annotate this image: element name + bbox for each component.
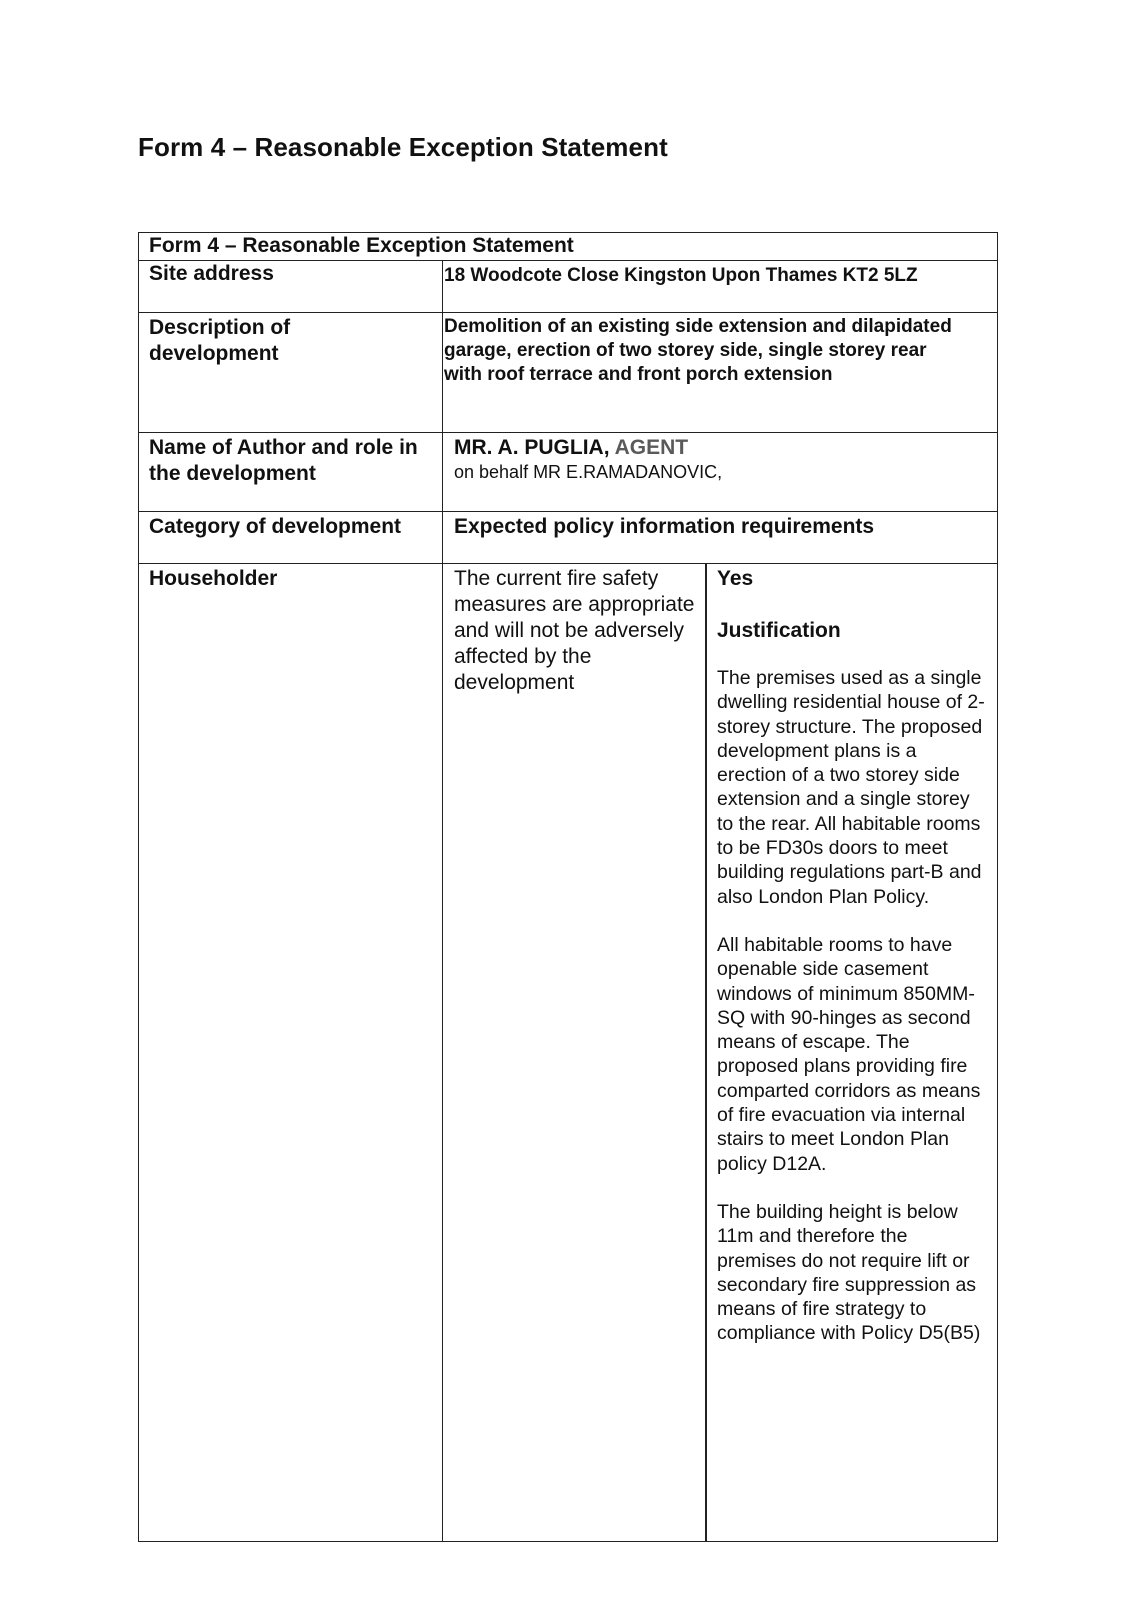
column-divider <box>705 564 707 1541</box>
requirements-label: Expected policy information requirements <box>454 515 875 538</box>
description-value: Demolition of an existing side extension and dilapidated garage, erection of two storey side, single storey rear with roof terrace and front porch extension <box>444 316 952 385</box>
category-header-row <box>139 512 997 564</box>
justification-paragraph: The building height is below 11m and therefore the premises do not require lift or secondary fire suppression as means of fire strategy to compliance with Policy D5(B5) <box>717 1200 981 1345</box>
author-role: AGENT <box>614 436 689 459</box>
site-address-row <box>139 261 997 313</box>
justification-paragraph: The premises used as a single dwelling residential house of 2-storey structure. The proposed development plans is a erection of a two storey side extension and a single storey to the rear. All habitable rooms to be FD30s doors to meet building regulations part-B and also London Plan Policy. <box>717 667 985 908</box>
householder-requirement: The current fire safety measures are appropriate and will not be adversely affected by the development <box>454 567 695 694</box>
table-title-row <box>139 233 997 261</box>
page-title: Form 4 – Reasonable Exception Statement <box>138 132 668 162</box>
description-row <box>139 313 997 433</box>
site-address-label: Site address <box>149 262 274 285</box>
column-divider <box>442 261 443 1541</box>
author-label: Name of Author and role in the development <box>149 436 418 485</box>
author-behalf: on behalf MR E.RAMADANOVIC, <box>454 462 723 482</box>
author-name-line <box>454 435 974 461</box>
description-label: Description of development <box>149 316 291 365</box>
justification-paragraph: All habitable rooms to have openable side casement windows of minimum 850MM-SQ with 90-hinges as second means of escape. The proposed plans providing fire comparted corridors as means of fire evacuation via internal stairs to meet London Plan policy D12A. <box>717 933 981 1175</box>
justification-text <box>717 666 989 1346</box>
householder-justification <box>717 566 989 1370</box>
answer-yes: Yes <box>717 567 754 590</box>
householder-category: Householder <box>149 567 278 590</box>
author-row <box>139 433 997 512</box>
justification-heading: Justification <box>717 619 841 642</box>
author-name: MR. A. PUGLIA, <box>454 436 610 459</box>
reasonable-exception-table <box>138 232 998 1542</box>
table-title: Form 4 – Reasonable Exception Statement <box>149 234 574 257</box>
author-value <box>454 435 974 483</box>
site-address-value: 18 Woodcote Close Kingston Upon Thames KT2 5LZ <box>444 265 918 286</box>
category-label: Category of development <box>149 515 402 538</box>
